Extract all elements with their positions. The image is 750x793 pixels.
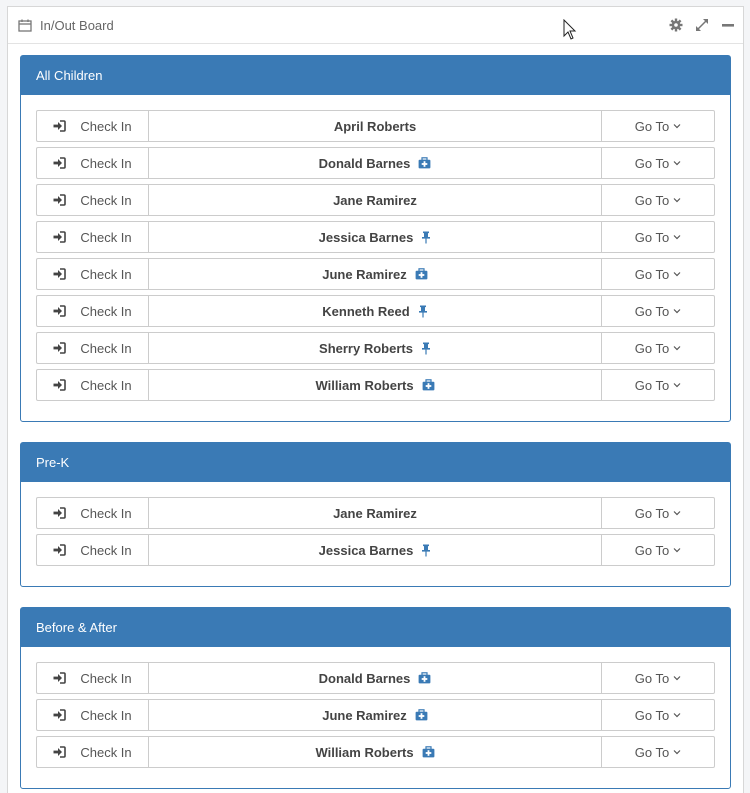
check-in-label: Check In [80,542,132,558]
child-name [149,535,601,565]
chevron-down-icon [673,197,681,203]
pin-icon [418,305,428,318]
child-name [149,259,601,289]
child-name-text: William Roberts [315,744,414,760]
go-to-label: Go To [634,542,670,558]
section-panel [20,607,731,789]
chevron-down-icon [673,160,681,166]
section-title: Before & After [21,608,730,647]
child-name-text: Donald Barnes [318,670,411,686]
minimize-icon[interactable] [721,18,735,32]
go-to-dropdown-button[interactable] [601,222,714,252]
medical-kit-icon [422,379,435,391]
go-to-dropdown-button[interactable] [601,535,714,565]
child-name-text: Donald Barnes [318,155,411,171]
chevron-down-icon [673,345,681,351]
signin-icon [53,194,73,206]
child-name [149,296,601,326]
check-in-button[interactable] [37,259,149,289]
section-panel [20,442,731,587]
signin-icon [53,268,73,280]
signin-icon [53,544,73,556]
signin-icon [53,709,73,721]
go-to-dropdown-button[interactable] [601,663,714,693]
chevron-down-icon [673,308,681,314]
child-row [36,736,715,768]
check-in-button[interactable] [37,737,149,767]
child-row [36,110,715,142]
signin-icon [53,120,73,132]
check-in-button[interactable] [37,535,149,565]
check-in-button[interactable] [37,111,149,141]
check-in-label: Check In [80,707,132,723]
chevron-down-icon [673,675,681,681]
check-in-label: Check In [80,505,132,521]
child-row [36,221,715,253]
child-name-text: Jessica Barnes [318,229,414,245]
section-footer-spacer [21,773,730,788]
check-in-label: Check In [80,155,132,171]
go-to-label: Go To [634,155,670,171]
check-in-button[interactable] [37,148,149,178]
go-to-dropdown-button[interactable] [601,148,714,178]
pin-icon [421,231,431,244]
widget-title: In/Out Board [40,17,114,33]
child-row [36,369,715,401]
section-title: All Children [21,56,730,95]
child-name [149,185,601,215]
section-title: Pre-K [21,443,730,482]
check-in-label: Check In [80,340,132,356]
section-body [21,647,730,768]
chevron-down-icon [673,712,681,718]
go-to-label: Go To [634,192,670,208]
child-name [149,737,601,767]
child-name [149,663,601,693]
child-name [149,111,601,141]
signin-icon [53,342,73,354]
check-in-label: Check In [80,670,132,686]
section-body [21,482,730,566]
medical-kit-icon [418,157,431,169]
go-to-label: Go To [634,670,670,686]
signin-icon [53,305,73,317]
child-name-text: Jane Ramirez [333,505,417,521]
go-to-label: Go To [634,229,670,245]
medical-kit-icon [415,268,428,280]
child-name-text: Jessica Barnes [318,542,414,558]
go-to-dropdown-button[interactable] [601,333,714,363]
section-panel [20,55,731,422]
child-row [36,184,715,216]
child-name-text: April Roberts [333,118,417,134]
medical-kit-icon [418,672,431,684]
expand-icon[interactable] [695,18,709,32]
go-to-label: Go To [634,118,670,134]
chevron-down-icon [673,547,681,553]
signin-icon [53,157,73,169]
child-name [149,498,601,528]
go-to-dropdown-button[interactable] [601,111,714,141]
section-body [21,95,730,401]
check-in-label: Check In [80,118,132,134]
child-row [36,662,715,694]
go-to-dropdown-button[interactable] [601,737,714,767]
check-in-label: Check In [80,192,132,208]
child-name-text: June Ramirez [322,707,407,723]
chevron-down-icon [673,749,681,755]
child-row [36,534,715,566]
child-name-text: Sherry Roberts [319,340,413,356]
go-to-label: Go To [634,303,670,319]
gear-icon[interactable] [669,18,683,32]
go-to-dropdown-button[interactable] [601,700,714,730]
check-in-button[interactable] [37,333,149,363]
calendar-icon [18,19,32,32]
section-footer-spacer [21,406,730,421]
chevron-down-icon [673,123,681,129]
child-row [36,295,715,327]
child-row [36,497,715,529]
medical-kit-icon [415,709,428,721]
check-in-label: Check In [80,303,132,319]
child-row [36,699,715,731]
chevron-down-icon [673,271,681,277]
go-to-dropdown-button[interactable] [601,498,714,528]
chevron-down-icon [673,382,681,388]
signin-icon [53,746,73,758]
child-name-text: June Ramirez [322,266,407,282]
check-in-button[interactable] [37,663,149,693]
check-in-button[interactable] [37,370,149,400]
check-in-button[interactable] [37,700,149,730]
child-name [149,700,601,730]
pin-icon [421,544,431,557]
go-to-label: Go To [634,744,670,760]
chevron-down-icon [673,510,681,516]
child-name-text: Jane Ramirez [333,192,417,208]
check-in-label: Check In [80,266,132,282]
go-to-label: Go To [634,340,670,356]
child-name [149,333,601,363]
go-to-label: Go To [634,377,670,393]
go-to-dropdown-button[interactable] [601,370,714,400]
widget-header [8,7,743,44]
child-row [36,332,715,364]
go-to-label: Go To [634,707,670,723]
check-in-button[interactable] [37,296,149,326]
go-to-label: Go To [634,505,670,521]
chevron-down-icon [673,234,681,240]
child-name-text: William Roberts [315,377,414,393]
signin-icon [53,231,73,243]
child-name-text: Kenneth Reed [322,303,410,319]
section-footer-spacer [21,571,730,586]
medical-kit-icon [422,746,435,758]
go-to-label: Go To [634,266,670,282]
check-in-label: Check In [80,744,132,760]
child-name [149,370,601,400]
pin-icon [421,342,431,355]
check-in-button[interactable] [37,222,149,252]
check-in-label: Check In [80,377,132,393]
child-name [149,148,601,178]
child-row [36,147,715,179]
child-name [149,222,601,252]
go-to-dropdown-button[interactable] [601,296,714,326]
go-to-dropdown-button[interactable] [601,185,714,215]
check-in-label: Check In [80,229,132,245]
signin-icon [53,672,73,684]
child-row [36,258,715,290]
check-in-button[interactable] [37,185,149,215]
signin-icon [53,507,73,519]
in-out-board-widget [7,6,744,793]
mouse-cursor-icon [563,19,577,41]
check-in-button[interactable] [37,498,149,528]
signin-icon [53,379,73,391]
go-to-dropdown-button[interactable] [601,259,714,289]
